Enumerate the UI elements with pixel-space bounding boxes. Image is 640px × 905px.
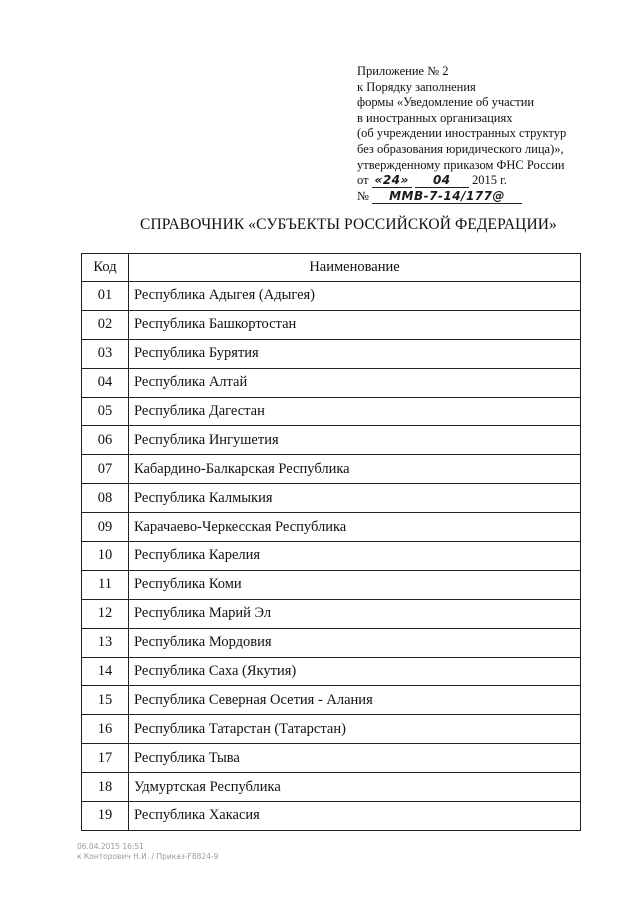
- table-row: [82, 686, 581, 715]
- subject-code: 16: [82, 715, 129, 744]
- table-row: [82, 773, 581, 802]
- subject-name: Республика Мордовия: [129, 628, 581, 657]
- annex-line: формы «Уведомление об участии: [357, 95, 535, 110]
- subject-name: Удмуртская Республика: [129, 773, 581, 802]
- header-name: Наименование: [129, 254, 581, 282]
- subject-name: Республика Марий Эл: [129, 599, 581, 628]
- annex-line: (об учреждении иностранных структур: [357, 126, 567, 141]
- order-number-handwritten: ММВ-7-14/177@: [372, 190, 522, 204]
- header-code: Код: [82, 254, 129, 282]
- date-day-handwritten: «24»: [372, 174, 412, 188]
- order-number-line: [357, 189, 597, 205]
- document-title: СПРАВОЧНИК «СУБЪЕКТЫ РОССИЙСКОЙ ФЕДЕРАЦИИ»: [140, 216, 557, 233]
- date-prefix: от: [357, 173, 369, 188]
- date-month-handwritten: 04: [415, 174, 469, 188]
- subject-name: Республика Коми: [129, 570, 581, 599]
- subject-name: Республика Калмыкия: [129, 484, 581, 513]
- subject-code: 07: [82, 455, 129, 484]
- subject-code: 19: [82, 802, 129, 831]
- footer-timestamp: 06.04.2015 16:51: [77, 842, 144, 851]
- table-row: [82, 542, 581, 571]
- table-body: [82, 282, 581, 831]
- print-footer: [77, 842, 218, 862]
- subject-name: Республика Тыва: [129, 744, 581, 773]
- number-prefix: №: [357, 188, 369, 203]
- subject-name: Республика Адыгея (Адыгея): [129, 282, 581, 311]
- subject-name: Карачаево-Черкесская Республика: [129, 513, 581, 542]
- subject-code: 13: [82, 628, 129, 657]
- subject-code: 15: [82, 686, 129, 715]
- subject-name: Республика Карелия: [129, 542, 581, 571]
- subject-code: 18: [82, 773, 129, 802]
- annex-line: без образования юридического лица)»,: [357, 141, 564, 156]
- annex-line: в иностранных организациях: [357, 110, 513, 125]
- subject-name: Республика Татарстан (Татарстан): [129, 715, 581, 744]
- subject-code: 17: [82, 744, 129, 773]
- subject-code: 11: [82, 570, 129, 599]
- table-row: [82, 657, 581, 686]
- subject-code: 12: [82, 599, 129, 628]
- subject-code: 03: [82, 339, 129, 368]
- subject-name: Республика Башкортостан: [129, 310, 581, 339]
- subject-code: 02: [82, 310, 129, 339]
- subject-code: 05: [82, 397, 129, 426]
- subject-name: Республика Ингушетия: [129, 426, 581, 455]
- table-row: [82, 397, 581, 426]
- annex-line: утвержденному приказом ФНС России: [357, 157, 565, 172]
- table-row: [82, 599, 581, 628]
- table-row: [82, 628, 581, 657]
- subject-code: 04: [82, 368, 129, 397]
- subject-name: Республика Бурятия: [129, 339, 581, 368]
- subject-code: 08: [82, 484, 129, 513]
- subjects-table: [81, 253, 581, 831]
- subject-code: 09: [82, 513, 129, 542]
- table-row: [82, 802, 581, 831]
- footer-reference: к Конторович Н.И. / Приказ-F8824-9: [77, 852, 219, 861]
- annex-line: к Порядку заполнения: [357, 79, 476, 94]
- subject-name: Республика Дагестан: [129, 397, 581, 426]
- subject-code: 01: [82, 282, 129, 311]
- subject-code: 06: [82, 426, 129, 455]
- table-row: [82, 744, 581, 773]
- table-row: [82, 455, 581, 484]
- annex-block: [357, 64, 597, 204]
- subject-name: Республика Саха (Якутия): [129, 657, 581, 686]
- table-header-row: [82, 254, 581, 282]
- subject-name: Кабардино-Балкарская Республика: [129, 455, 581, 484]
- table-row: [82, 513, 581, 542]
- table-row: [82, 368, 581, 397]
- table-row: [82, 426, 581, 455]
- table-row: [82, 282, 581, 311]
- table-row: [82, 570, 581, 599]
- annex-line: Приложение № 2: [357, 64, 449, 78]
- table-row: [82, 715, 581, 744]
- order-date-line: [357, 173, 597, 189]
- subject-name: Республика Алтай: [129, 368, 581, 397]
- date-year: 2015 г.: [471, 173, 507, 188]
- table-row: [82, 310, 581, 339]
- subject-code: 14: [82, 657, 129, 686]
- subject-code: 10: [82, 542, 129, 571]
- table-row: [82, 339, 581, 368]
- subject-name: Республика Северная Осетия - Алания: [129, 686, 581, 715]
- subject-name: Республика Хакасия: [129, 802, 581, 831]
- table-row: [82, 484, 581, 513]
